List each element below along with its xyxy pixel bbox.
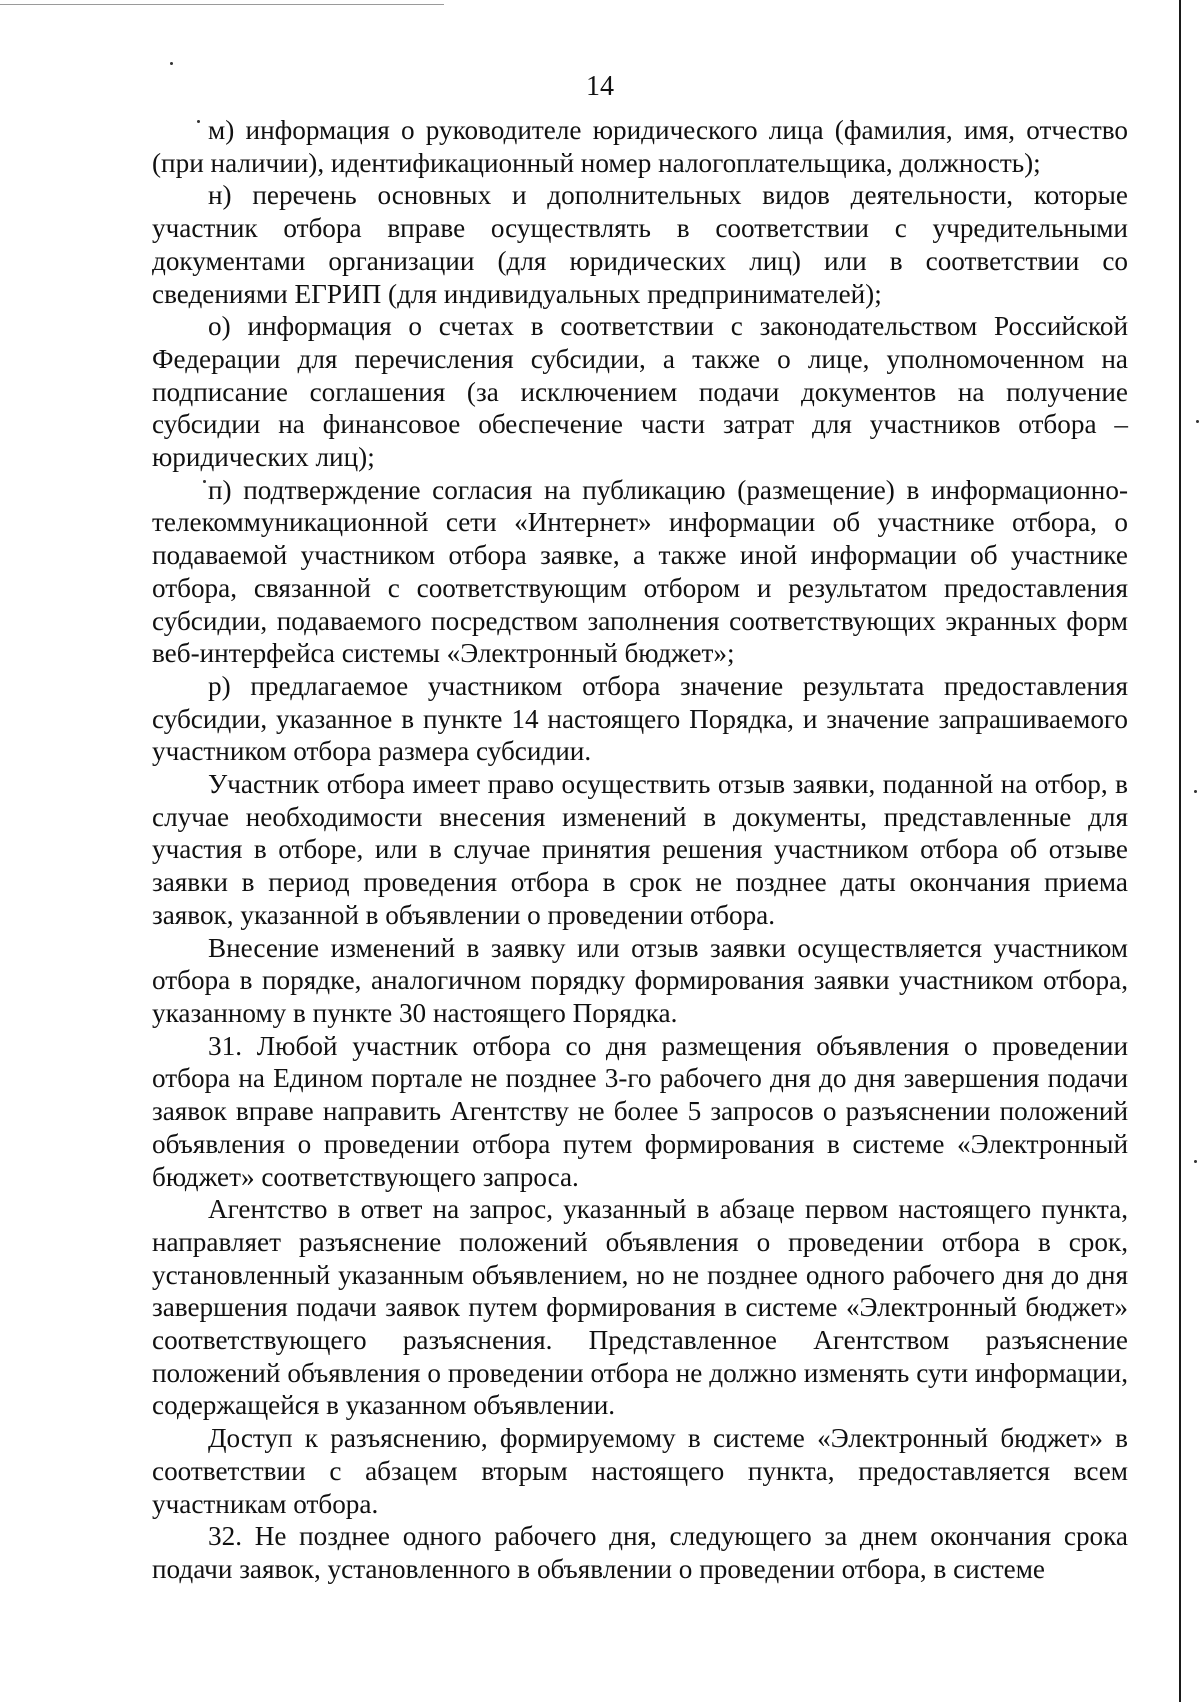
paragraph-o: о) информация о счетах в соответствии с законодательством Российской Федерации для перечисления субсидии, а также о лице, уполномоченном на подписание соглашения (за исключением подачи документов на получение субсидии на финансовое обеспечение части затрат для участников отбора – юридических лиц); [152,311,1128,473]
scan-speck [1196,420,1199,423]
paragraph-p: п) подтверждение согласия на публикацию (размещение) в информационно-телекоммуникационной сети «Интернет» информации об участнике отбора, о подаваемой участником отбора заявке, а также иной информации об участнике отбора, связанной с соответствующим отбором и результатом предоставления субсидии, подаваемого посредством заполнения соответствующих экранных форм веб-интерфейса системы «Электронный бюджет»; [152,474,1128,669]
scan-speck [197,120,200,123]
paragraph-changes: Внесение изменений в заявку или отзыв заявки осуществляется участником отбора в порядке, аналогичном порядку формирования заявки участником отбора, указанному в пункте 30 настоящего Порядка. [152,932,1128,1028]
paragraph-agency-response: Агентство в ответ на запрос, указанный в абзаце первом настоящего пункта, направляет разъяснение положений объявления о проведении отбора в срок, установленный указанным объявлением, но не позднее одного рабочего дня до дня завершения подачи заявок путем формирования в системе «Электронный бюджет» соответствующего разъяснения. Представленное Агентством разъяснение положений объявления о проведении отбора не должно изменять сути информации, содержащейся в указанном объявлении. [152,1194,1128,1421]
document-body [152,114,1128,1586]
scan-speck [170,62,173,65]
page-number: 14 [586,71,614,102]
paragraph-item-32: 32. Не позднее одного рабочего дня, следующего за днем окончания срока подачи заявок, установленного в объявлении о проведении отбора, в системе [152,1521,1128,1584]
scan-speck [1194,1160,1197,1163]
paragraph-item-31: 31. Любой участник отбора со дня размещения объявления о проведении отбора на Едином портале не позднее 3-го рабочего дня до дня завершения подачи заявок вправе направить Агентству не более 5 запросов о разъяснении положений объявления о проведении отбора путем формирования в системе «Электронный бюджет» соответствующего запроса. [152,1030,1128,1192]
scan-speck [1194,790,1197,793]
paragraph-access: Доступ к разъяснению, формируемому в системе «Электронный бюджет» в соответствии с абзацем вторым настоящего пункта, предоставляется всем участникам отбора. [152,1423,1128,1519]
scan-speck [203,480,206,483]
top-edge-line [0,4,444,5]
paragraph-withdrawal: Участник отбора имеет право осуществить отзыв заявки, поданной на отбор, в случае необходимости внесения изменений в документы, представленные для участия в отборе, или в случае принятия решения участником отбора об отзыве заявки в период проведения отбора в срок не позднее даты окончания приема заявок, указанной в объявлении о проведении отбора. [152,769,1128,930]
paragraph-r: р) предлагаемое участником отбора значение результата предоставления субсидии, указанное в пункте 14 настоящего Порядка, и значение запрашиваемого участником отбора размера субсидии. [152,670,1128,767]
paragraph-m: м) информация о руководителе юридического лица (фамилия, имя, отчество (при наличии), идентификационный номер налогоплательщика, должность); [152,115,1128,178]
right-edge-line [1179,0,1181,1702]
paragraph-n: н) перечень основных и дополнительных видов деятельности, которые участник отбора вправе осуществлять в соответствии с учредительными документами организации (для юридических лиц) или в соответствии со сведениями ЕГРИП (для индивидуальных предпринимателей); [152,180,1128,309]
